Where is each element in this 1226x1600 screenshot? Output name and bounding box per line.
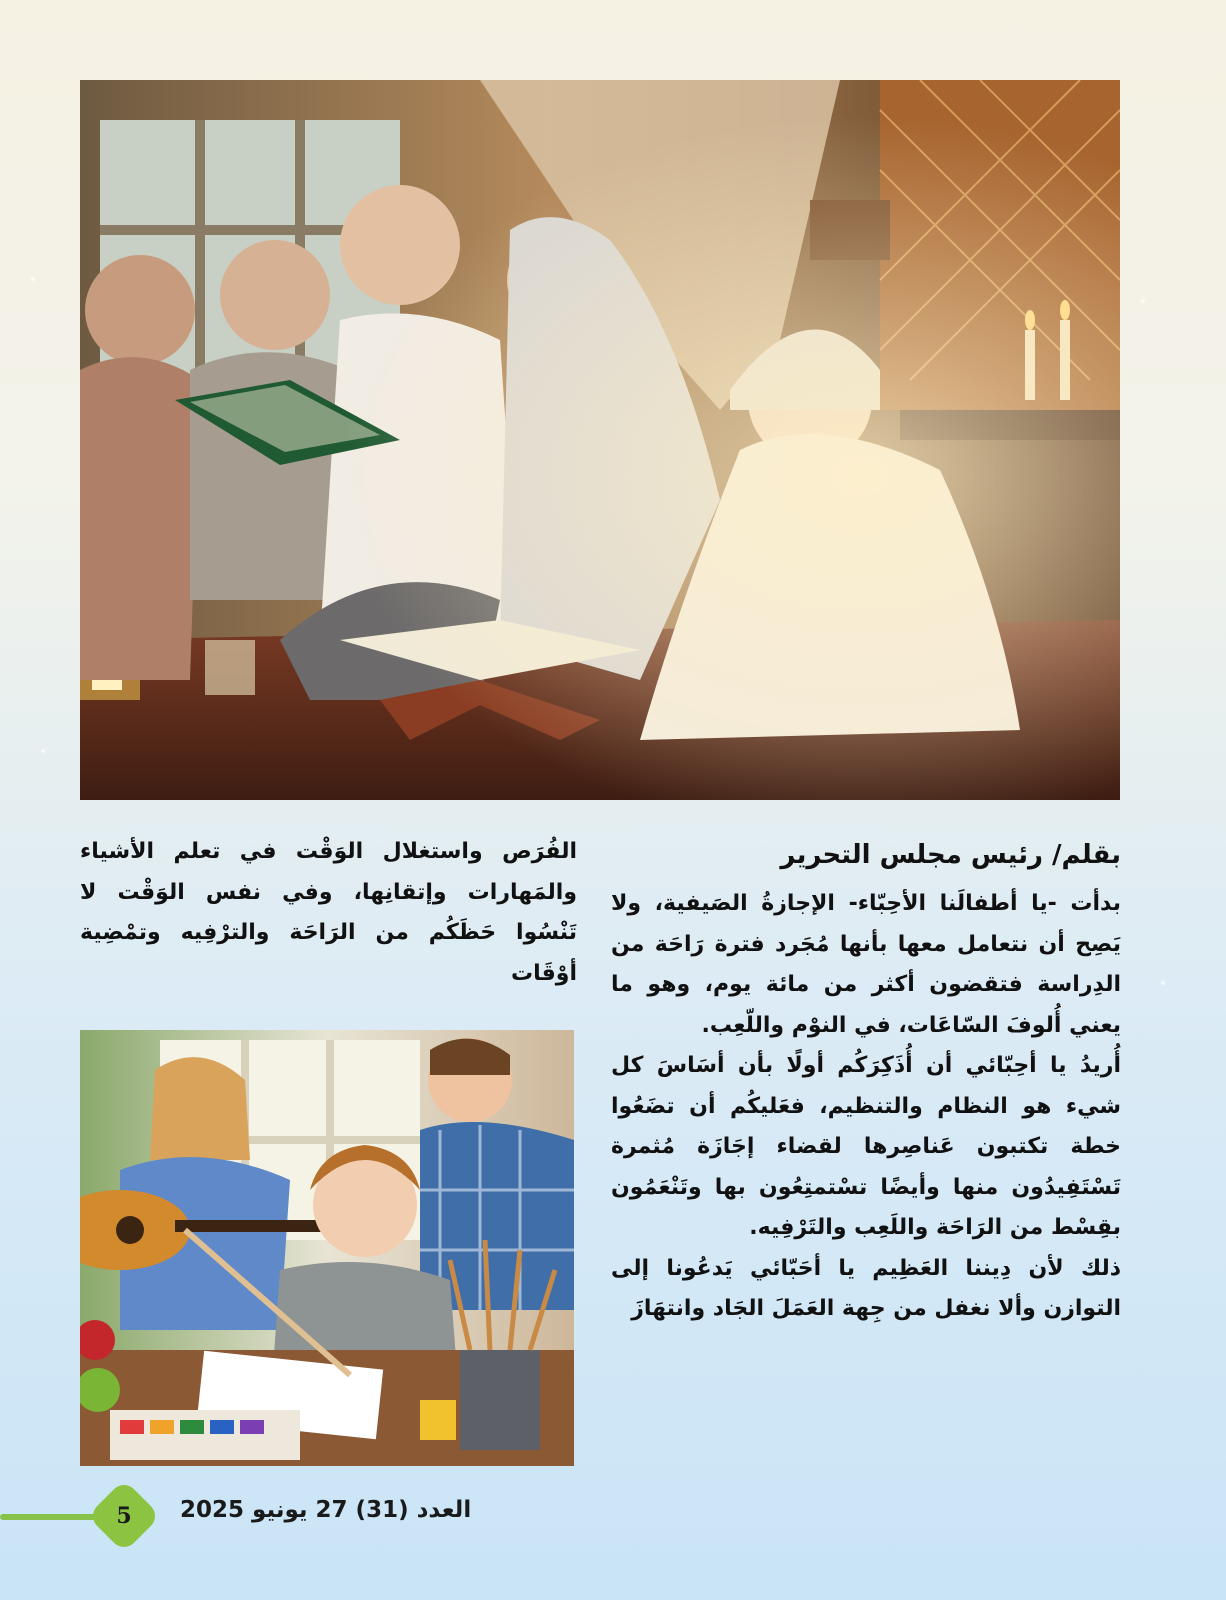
family-reading-illustration [80,80,1120,800]
bottom-photo-child-painting [80,1030,574,1466]
footer-accent-line [0,1514,100,1520]
top-photo-family-reading [80,80,1120,800]
page-number: 5 [116,1503,132,1529]
article-paragraph: الفُرَص واستغلال الوَقْت في تعلم الأشياء والمَهارات وإتقانِها، وفي نفس الوَقْت لا تَنْسُوا حَظَكُم من الرَاحَة والترْفِيه وتمْضِية أوْقَات [80,839,577,986]
sparkle-decoration [40,748,46,754]
article-column-right [611,884,1121,1330]
article-paragraph: بدأت -يا أطفالَنا الأحِبّاء- الإجازةُ الصَيفية، ولا يَصِح أن نتعامل معها بأنها مُجَرد فترة رَاحَة من الدِراسة فتقضون أكثر من مائة يوم، وهو ما يعني أُلوفَ السّاعَات، في النوْم واللّعِب. [611,891,1121,1038]
child-painting-illustration [80,1030,574,1466]
issue-info: العدد (31) 27 يونيو 2025 [180,1497,472,1523]
sparkle-decoration [1160,980,1166,986]
article-paragraph: أُريدُ يا أحِبّائي أن أُذَكِرَكُم أولًا بأن أسَاسَ كل شيء هو النظام والتنظيم، فعَليكُم أن تضَعُوا خطة تكتبون عَناصِرها لقضاء إجَازَة مُثمرة تَسْتَفِيدُون منها وأيضًا تسْتمتِعُون بها وتَنْعَمُون بقِسْط من الرَاحَة واللَعِب والتَرْفِيه. [611,1053,1121,1240]
sparkle-decoration [30,276,36,282]
article-paragraph: ذلك لأن دِيننا العَظِيم يا أحَبّائي يَدعُونا إلى التوازن وألا نغفل من جِهة العَمَلَ الجَاد وانتهَازَ [611,1255,1121,1321]
sparkle-decoration [1140,298,1146,304]
article-column-left [80,832,577,994]
article-byline: بقلم/ رئيس مجلس التحرير [780,840,1121,870]
